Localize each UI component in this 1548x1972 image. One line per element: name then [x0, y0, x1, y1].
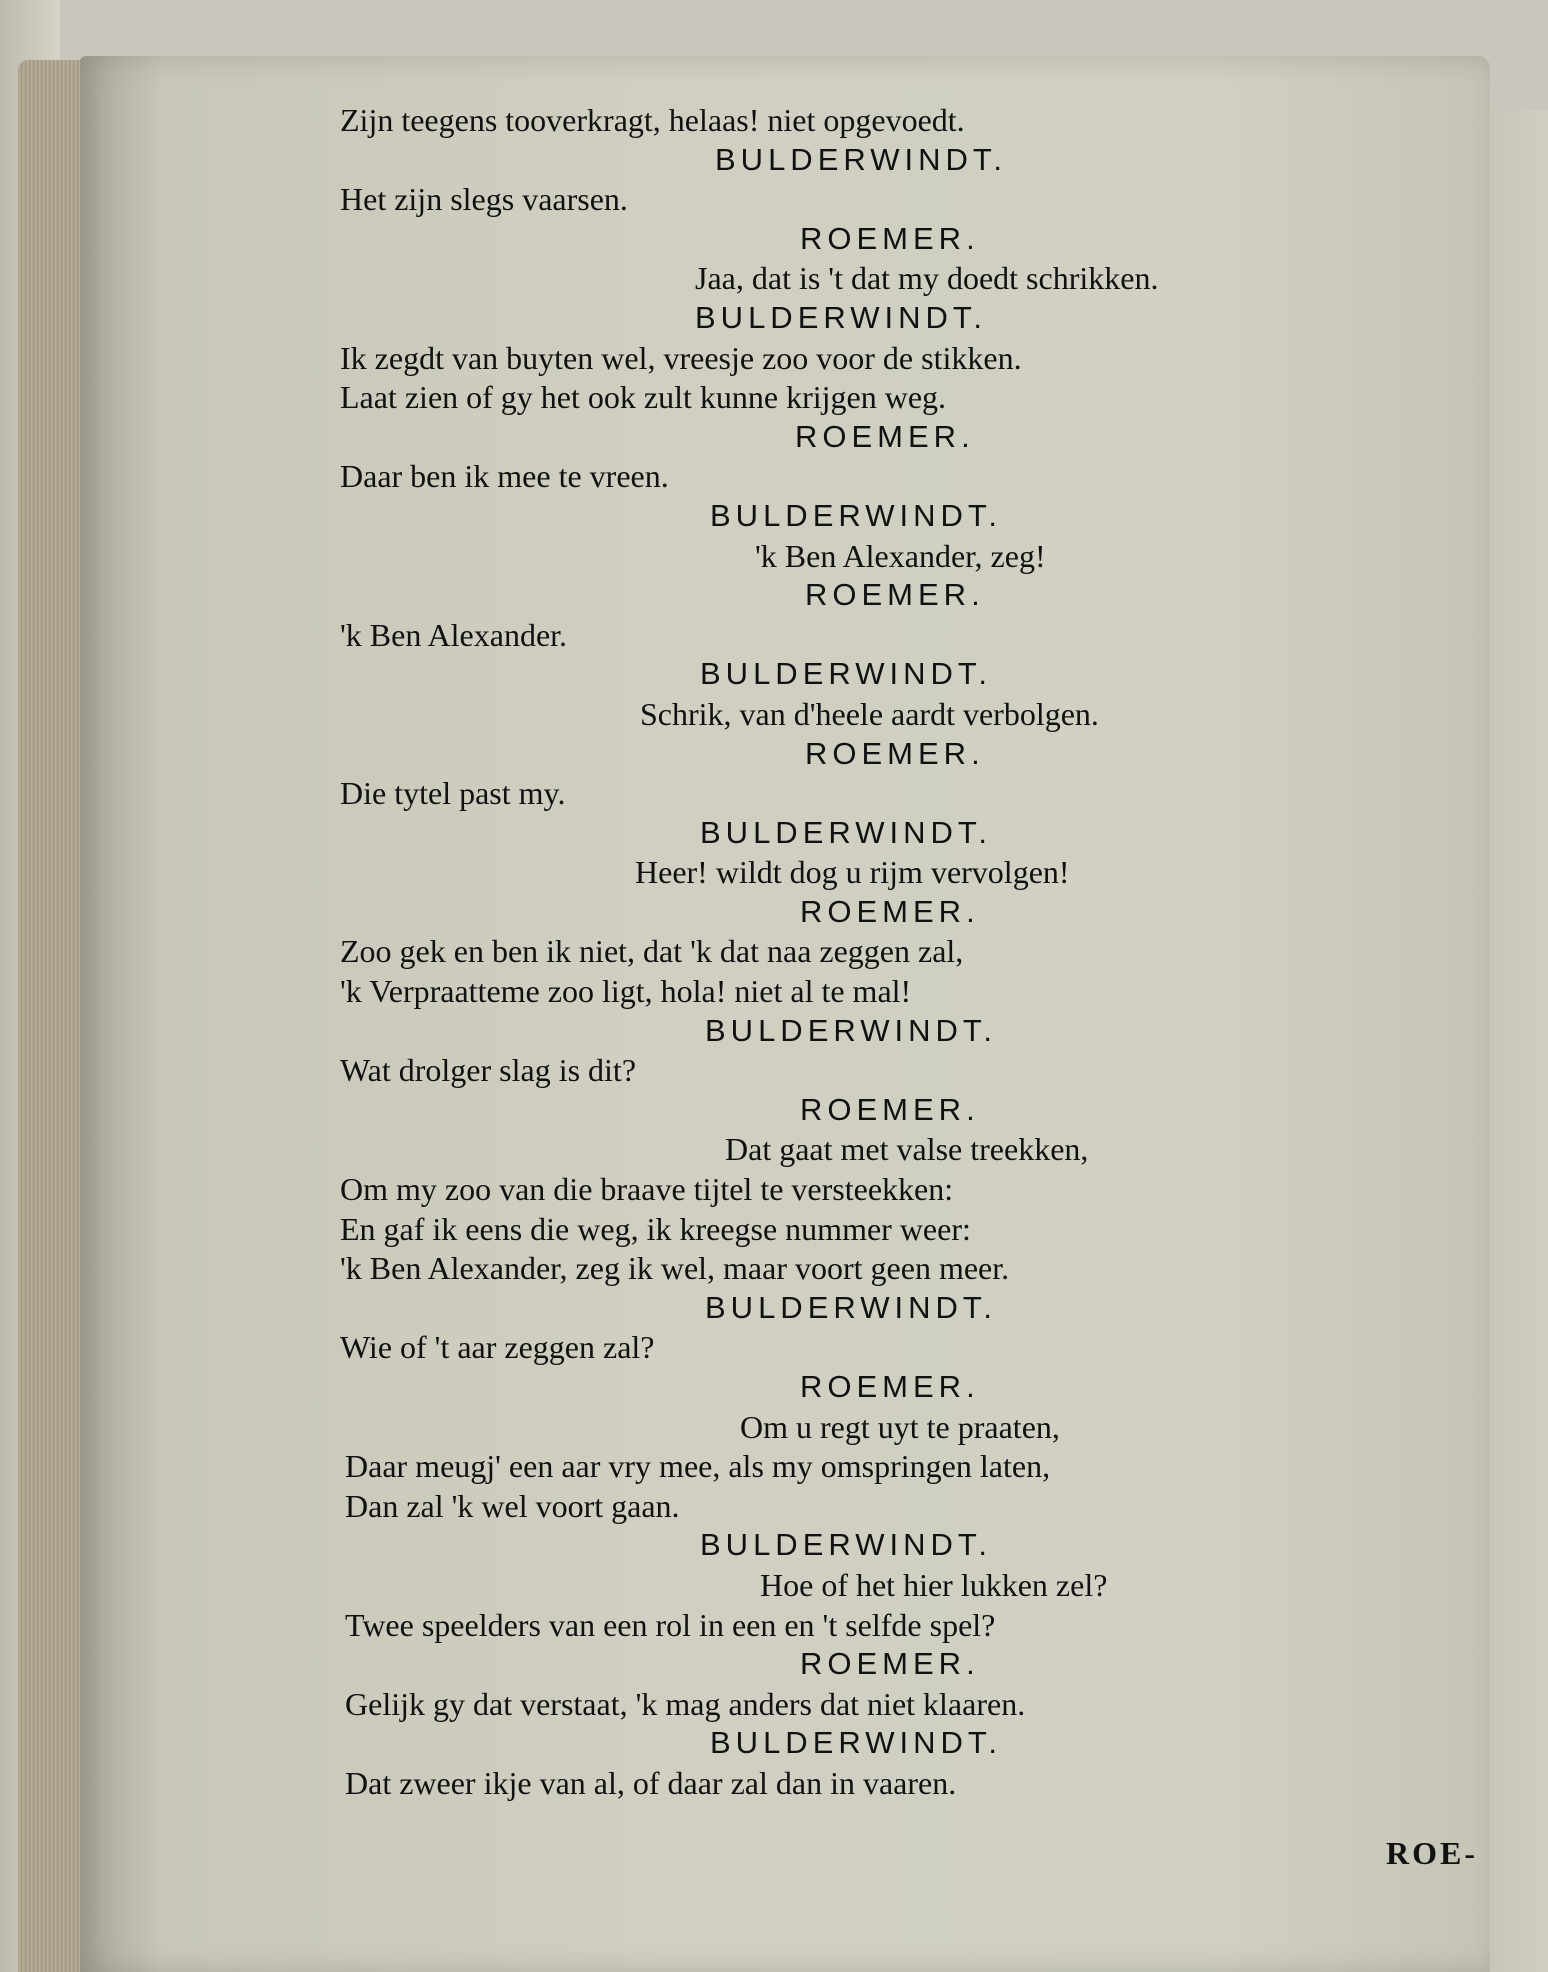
speaker-heading: BULDERWINDT. [705, 1289, 997, 1325]
verse-line: Dat gaat met valse treekken, [725, 1131, 1089, 1168]
verse-line: Heer! wildt dog u rijm vervolgen! [635, 854, 1070, 891]
speaker-heading: BULDERWINDT. [695, 299, 987, 335]
verse-line: Die tytel past my. [340, 775, 566, 812]
verse-line: 'k Verpraatteme zoo ligt, hola! niet al te mal! [340, 973, 912, 1010]
verse-line: Het zijn slegs vaarsen. [340, 181, 628, 218]
speaker-heading: ROEMER. [800, 1091, 980, 1127]
verse-line: Ik zegdt van buyten wel, vreesje zoo voor de stikken. [340, 339, 1022, 376]
speaker-heading: ROEMER. [800, 1369, 980, 1404]
verse-line: Wat drolger slag is dit? [340, 1052, 637, 1089]
speaker-heading: BULDERWINDT. [700, 656, 992, 692]
verse-line: 'k Ben Alexander, zeg! [755, 537, 1046, 574]
catchword: ROE- [1386, 1835, 1478, 1871]
speaker-heading: BULDERWINDT. [705, 1012, 997, 1048]
verse-line: Hoe of het hier lukken zel? [760, 1566, 1108, 1603]
verse-line: Wie of 't aar zeggen zal? [340, 1329, 655, 1366]
speaker-heading: ROEMER. [800, 1646, 980, 1682]
speaker-heading: BULDERWINDT. [710, 1725, 1002, 1761]
speaker-heading: ROEMER. [795, 418, 975, 454]
verse-line: Dan zal 'k wel voort gaan. [345, 1487, 680, 1524]
verse-line: Daar meugj' een aar vry mee, als my omspringen laten, [345, 1448, 1051, 1485]
speaker-heading: BULDERWINDT. [710, 497, 1002, 533]
verse-line: Twee speelders van een rol in een en 't selfde spel? [345, 1606, 996, 1643]
verse-line: 'k Ben Alexander. [340, 616, 568, 653]
verse-line: En gaf ik eens die weg, ik kreegse nummer weer: [340, 1210, 971, 1247]
speaker-heading: BULDERWINDT. [700, 814, 992, 850]
verse-line: Om u regt uyt te praaten, [740, 1408, 1060, 1445]
verse-line: Zoo gek en ben ik niet, dat 'k dat naa zeggen zal, [340, 933, 964, 970]
speaker-heading: BULDERWINDT. [715, 141, 1007, 177]
verse-line: 'k Ben Alexander, zeg ik wel, maar voort geen meer. [340, 1250, 1010, 1287]
verse-line: Schrik, van d'heele aardt verbolgen. [640, 695, 1099, 732]
verse-line: Dat zweer ikje van al, of daar zal dan in vaaren. [345, 1764, 957, 1801]
page-stack-edge [18, 60, 88, 1972]
page-text [340, 100, 1350, 1803]
verse-line: Jaa, dat is 't dat my doedt schrikken. [695, 260, 1159, 297]
speaker-heading: ROEMER. [800, 893, 980, 929]
speaker-heading: ROEMER. [805, 577, 985, 613]
verse-line: Om my zoo van die braave tijtel te versteekken: [340, 1171, 954, 1208]
speaker-heading: BULDERWINDT. [700, 1527, 992, 1563]
speaker-heading: ROEMER. [805, 735, 985, 771]
speaker-heading: ROEMER. [800, 220, 980, 256]
verse-line: Daar ben ik mee te vreen. [340, 458, 669, 495]
verse-line: Laat zien of gy het ook zult kunne krijgen weg. [340, 379, 947, 416]
verse-line: Gelijk gy dat verstaat, 'k mag anders dat niet klaaren. [345, 1685, 1026, 1722]
verse-line: Zijn teegens tooverkragt, helaas! niet opgevoedt. [340, 102, 965, 138]
